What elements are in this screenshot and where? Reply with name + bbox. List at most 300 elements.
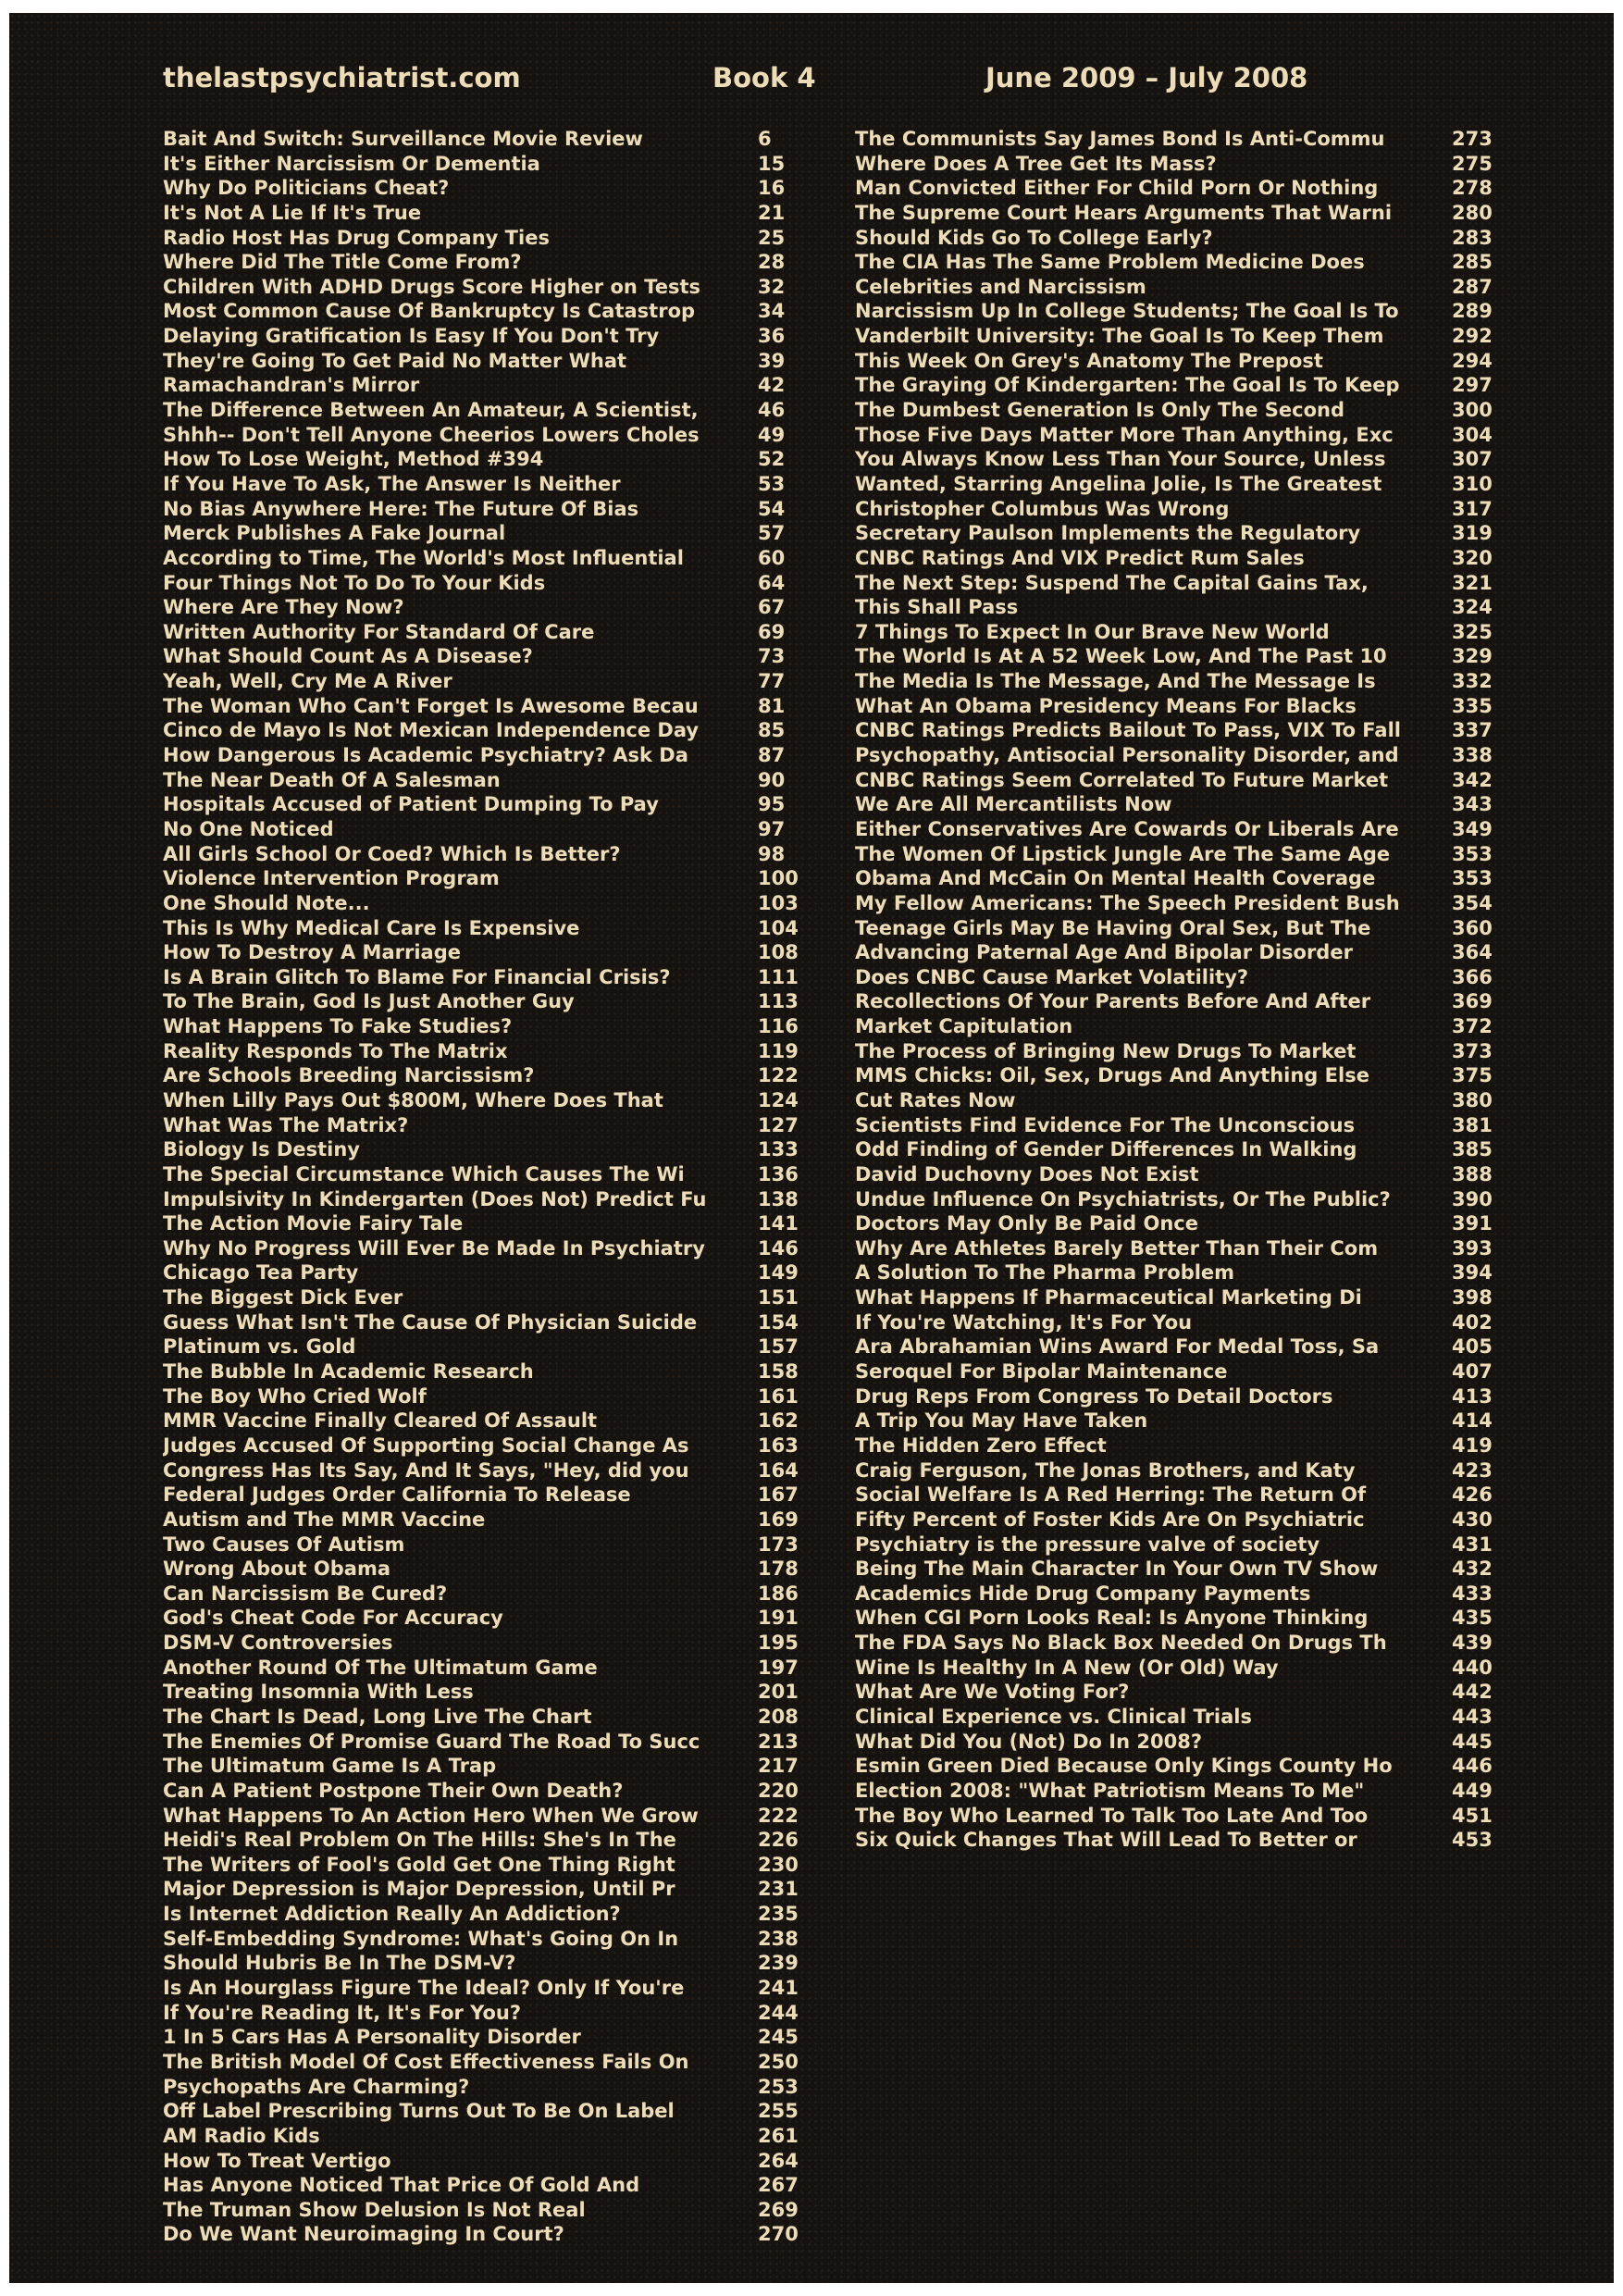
toc-entry[interactable] — [855, 1088, 1501, 1113]
toc-entry[interactable] — [855, 1779, 1501, 1804]
toc-entry[interactable] — [163, 792, 801, 817]
toc-entry[interactable] — [163, 571, 801, 596]
toc-entry-page-number: 163 — [758, 1433, 799, 1457]
toc-entry[interactable] — [163, 1877, 801, 1902]
toc-entry[interactable] — [163, 1285, 801, 1310]
toc-entry-title: Six Quick Changes That Will Lead To Better or — [855, 1829, 1357, 1852]
toc-entry-page-number: 364 — [1452, 941, 1493, 964]
toc-entry-page-number: 146 — [758, 1236, 799, 1260]
toc-entry-title: Can A Patient Postpone Their Own Death? — [163, 1779, 624, 1802]
toc-entry-title: If You're Watching, It's For You — [855, 1310, 1193, 1334]
toc-entry[interactable] — [163, 447, 801, 472]
toc-entry[interactable] — [855, 1187, 1501, 1212]
toc-entry[interactable] — [855, 373, 1501, 398]
toc-entry[interactable] — [855, 1828, 1501, 1853]
toc-entry-page-number: 157 — [758, 1335, 799, 1359]
toc-entry[interactable] — [163, 1063, 801, 1088]
toc-entry[interactable] — [163, 1014, 801, 1039]
toc-entry[interactable] — [855, 1606, 1501, 1631]
toc-entry[interactable] — [855, 1063, 1501, 1088]
toc-entry-page-number: 304 — [1452, 423, 1493, 446]
toc-entry[interactable] — [855, 866, 1501, 891]
toc-entry-title: The Truman Show Delusion Is Not Real — [163, 2198, 586, 2221]
toc-entry[interactable] — [163, 891, 801, 916]
toc-entry[interactable] — [163, 768, 801, 793]
toc-entry[interactable] — [163, 299, 801, 324]
toc-entry[interactable] — [163, 1680, 801, 1705]
toc-entry-title: CNBC Ratings Predicts Bailout To Pass, VIX To Fall — [855, 719, 1401, 742]
toc-entry-title: Written Authority For Standard Of Care — [163, 620, 595, 643]
toc-entry[interactable] — [855, 743, 1501, 768]
toc-entry-page-number: 324 — [1452, 596, 1493, 619]
toc-entry-page-number: 321 — [1452, 571, 1493, 594]
toc-entry[interactable] — [163, 965, 801, 990]
toc-entry-title: You Always Know Less Than Your Source, Unless — [855, 448, 1386, 471]
toc-entry-title: Heidi's Real Problem On The Hills: She's In The — [163, 1829, 676, 1852]
toc-entry[interactable] — [855, 472, 1501, 497]
toc-entry-title: CNBC Ratings Seem Correlated To Future Market — [855, 768, 1389, 791]
toc-entry-page-number: 329 — [1452, 645, 1493, 668]
toc-entry-title: If You're Reading It, It's For You? — [163, 2001, 522, 2024]
toc-entry-title: Wine Is Healthy In A New (Or Old) Way — [855, 1656, 1279, 1679]
toc-entry[interactable] — [855, 1014, 1501, 1039]
toc-entry[interactable] — [163, 1705, 801, 1730]
toc-entry[interactable] — [163, 620, 801, 645]
toc-entry[interactable] — [855, 1384, 1501, 1409]
toc-entry[interactable] — [855, 718, 1501, 743]
toc-entry-page-number: 136 — [758, 1162, 799, 1185]
toc-entry[interactable] — [163, 373, 801, 398]
toc-entry-title: Guess What Isn't The Cause Of Physician Suicide — [163, 1310, 698, 1334]
toc-entry[interactable] — [163, 1137, 801, 1162]
toc-entry[interactable] — [855, 989, 1501, 1014]
toc-entry[interactable] — [855, 940, 1501, 965]
toc-entry[interactable] — [163, 595, 801, 620]
toc-entry-title: The Dumbest Generation Is Only The Second — [855, 399, 1345, 422]
toc-entry[interactable] — [855, 127, 1501, 152]
toc-entry[interactable] — [163, 2198, 801, 2223]
toc-entry-page-number: 453 — [1452, 1829, 1493, 1852]
toc-entry-page-number: 197 — [758, 1656, 799, 1679]
toc-entry-page-number: 231 — [758, 1878, 799, 1901]
toc-entry[interactable] — [163, 1606, 801, 1631]
toc-entry[interactable] — [855, 201, 1501, 226]
toc-entry-title: A Solution To The Pharma Problem — [855, 1261, 1235, 1285]
toc-entry[interactable] — [855, 1582, 1501, 1607]
toc-entry[interactable] — [163, 1039, 801, 1064]
toc-entry[interactable] — [163, 521, 801, 546]
toc-entry-title: Violence Intervention Program — [163, 867, 500, 890]
toc-entry[interactable] — [855, 1137, 1501, 1162]
toc-entry-title: Bait And Switch: Surveillance Movie Review — [163, 128, 643, 150]
toc-entry[interactable] — [163, 201, 801, 226]
toc-entry[interactable] — [163, 2173, 801, 2198]
toc-entry[interactable] — [855, 1260, 1501, 1285]
toc-entry-title: DSM-V Controversies — [163, 1632, 393, 1655]
toc-entry-page-number: 25 — [758, 226, 786, 249]
toc-entry-page-number: 443 — [1452, 1706, 1493, 1728]
toc-entry[interactable] — [163, 2001, 801, 2026]
toc-entry-page-number: 245 — [758, 2026, 799, 2049]
toc-entry-page-number: 393 — [1452, 1236, 1493, 1260]
toc-entry-title: Is Internet Addiction Really An Addiction? — [163, 1903, 621, 1926]
toc-entry-title: When CGI Porn Looks Real: Is Anyone Thinking — [855, 1607, 1369, 1630]
toc-entry[interactable] — [163, 718, 801, 743]
toc-entry[interactable] — [855, 1631, 1501, 1656]
toc-entry[interactable] — [163, 989, 801, 1014]
toc-entry-page-number: 440 — [1452, 1656, 1493, 1679]
toc-entry[interactable] — [163, 250, 801, 275]
toc-entry-title: The Boy Who Learned To Talk Too Late And Too — [855, 1804, 1369, 1827]
toc-entry[interactable] — [163, 2222, 801, 2247]
toc-entry[interactable] — [163, 866, 801, 891]
toc-entry-title: The CIA Has The Same Problem Medicine Does — [855, 251, 1365, 274]
toc-entry-title: Esmin Green Died Because Only Kings County Ho — [855, 1755, 1393, 1778]
toc-entry[interactable] — [855, 1359, 1501, 1384]
toc-entry-page-number: 95 — [758, 793, 786, 816]
toc-entry-title: The Difference Between An Amateur, A Scientist, — [163, 399, 699, 422]
toc-entry-title: CNBC Ratings And VIX Predict Rum Sales — [855, 546, 1305, 569]
toc-entry-title: Psychopathy, Antisocial Personality Disorder, and — [855, 744, 1399, 767]
toc-column-left — [163, 127, 801, 2247]
toc-entry[interactable] — [163, 916, 801, 941]
toc-entry[interactable] — [163, 324, 801, 349]
toc-entry[interactable] — [163, 546, 801, 571]
toc-entry[interactable] — [855, 1656, 1501, 1681]
toc-entry-title: What Happens To An Action Hero When We Grow — [163, 1804, 699, 1827]
toc-entry-page-number: 230 — [758, 1853, 799, 1876]
toc-entry-page-number: 213 — [758, 1730, 799, 1753]
toc-entry[interactable] — [163, 1902, 801, 1927]
toc-entry[interactable] — [163, 1113, 801, 1138]
toc-entry[interactable] — [855, 1730, 1501, 1755]
toc-entry[interactable] — [163, 1260, 801, 1285]
toc-entry[interactable] — [163, 817, 801, 842]
toc-entry[interactable] — [855, 1508, 1501, 1533]
toc-entry-page-number: 186 — [758, 1582, 799, 1605]
toc-entry[interactable] — [855, 1804, 1501, 1829]
toc-entry-page-number: 46 — [758, 399, 786, 422]
toc-entry[interactable] — [163, 842, 801, 867]
toc-entry[interactable] — [163, 694, 801, 719]
toc-entry[interactable] — [163, 1804, 801, 1829]
toc-entry-title: The Special Circumstance Which Causes The Wi — [163, 1162, 685, 1185]
toc-entry[interactable] — [855, 916, 1501, 941]
toc-entry[interactable] — [163, 1582, 801, 1607]
toc-entry[interactable] — [163, 1951, 801, 1976]
toc-entry-title: Can Narcissism Be Cured? — [163, 1582, 448, 1605]
toc-entry-title: Academics Hide Drug Company Payments — [855, 1582, 1311, 1605]
toc-entry[interactable] — [855, 1483, 1501, 1508]
toc-entry[interactable] — [163, 1236, 801, 1261]
toc-entry-page-number: 255 — [758, 2100, 799, 2123]
toc-entry-page-number: 449 — [1452, 1779, 1493, 1802]
toc-entry-page-number: 332 — [1452, 670, 1493, 693]
toc-entry[interactable] — [855, 447, 1501, 472]
toc-entry[interactable] — [855, 546, 1501, 571]
toc-entry-page-number: 235 — [758, 1903, 799, 1926]
toc-entry-page-number: 42 — [758, 374, 786, 397]
toc-entry[interactable] — [163, 472, 801, 497]
toc-entry[interactable] — [855, 620, 1501, 645]
toc-entry-title: What Happens To Fake Studies? — [163, 1015, 513, 1038]
toc-entry-page-number: 261 — [758, 2124, 799, 2147]
toc-entry[interactable] — [163, 1976, 801, 2001]
toc-entry[interactable] — [163, 152, 801, 177]
toc-entry[interactable] — [855, 891, 1501, 916]
toc-entry-page-number: 310 — [1452, 472, 1493, 495]
toc-entry-page-number: 297 — [1452, 374, 1493, 397]
toc-entry-title: Seroquel For Bipolar Maintenance — [855, 1360, 1228, 1384]
toc-entry[interactable] — [855, 1310, 1501, 1335]
toc-entry-page-number: 398 — [1452, 1286, 1493, 1309]
toc-entry[interactable] — [855, 324, 1501, 349]
toc-entry[interactable] — [855, 792, 1501, 817]
toc-entry-page-number: 353 — [1452, 842, 1493, 865]
toc-entry-page-number: 317 — [1452, 497, 1493, 520]
toc-entry-page-number: 244 — [758, 2001, 799, 2024]
toc-entry[interactable] — [163, 1187, 801, 1212]
toc-entry-title: Ramachandran's Mirror — [163, 374, 420, 397]
toc-entry[interactable] — [163, 743, 801, 768]
toc-entry[interactable] — [855, 1236, 1501, 1261]
toc-entry[interactable] — [855, 1557, 1501, 1582]
toc-entry[interactable] — [855, 595, 1501, 620]
toc-entry[interactable] — [855, 842, 1501, 867]
toc-entry-title: Secretary Paulson Implements the Regulatory — [855, 522, 1361, 545]
toc-entry[interactable] — [163, 1088, 801, 1113]
toc-entry-page-number: 127 — [758, 1113, 799, 1136]
toc-entry-title: Two Causes Of Autism — [163, 1533, 405, 1556]
toc-entry[interactable] — [855, 669, 1501, 694]
toc-entry-title: The Women Of Lipstick Jungle Are The Same Age — [855, 842, 1391, 865]
toc-entry-title: Merck Publishes A Fake Journal — [163, 522, 506, 545]
toc-entry-page-number: 280 — [1452, 201, 1493, 224]
toc-entry[interactable] — [855, 694, 1501, 719]
toc-entry[interactable] — [855, 1211, 1501, 1236]
toc-entry-page-number: 178 — [758, 1558, 799, 1581]
toc-entry[interactable] — [855, 1533, 1501, 1558]
toc-entry-title: Biology Is Destiny — [163, 1138, 360, 1161]
toc-entry-title: Why Are Athletes Barely Better Than Their Com — [855, 1236, 1379, 1260]
toc-entry[interactable] — [163, 2124, 801, 2149]
toc-entry-title: The Enemies Of Promise Guard The Road To Succ — [163, 1730, 700, 1753]
toc-entry[interactable] — [855, 1113, 1501, 1138]
toc-entry[interactable] — [163, 1211, 801, 1236]
toc-entry[interactable] — [163, 275, 801, 300]
toc-entry-page-number: 385 — [1452, 1138, 1493, 1161]
toc-entry[interactable] — [855, 1458, 1501, 1483]
toc-entry[interactable] — [163, 1508, 801, 1533]
toc-entry-page-number: 349 — [1452, 817, 1493, 840]
toc-entry[interactable] — [163, 1557, 801, 1582]
toc-entry[interactable] — [163, 1779, 801, 1804]
toc-entry[interactable] — [163, 1334, 801, 1359]
toc-entry[interactable] — [855, 1409, 1501, 1433]
toc-entry-page-number: 294 — [1452, 349, 1493, 372]
toc-entry-page-number: 335 — [1452, 694, 1493, 717]
toc-entry-title: How Dangerous Is Academic Psychiatry? Ask Da — [163, 744, 688, 767]
toc-entry-page-number: 73 — [758, 645, 786, 668]
toc-entry-title: Celebrities and Narcissism — [855, 275, 1146, 298]
toc-entry[interactable] — [163, 423, 801, 448]
toc-entry[interactable] — [855, 349, 1501, 374]
toc-entry-page-number: 97 — [758, 817, 786, 840]
toc-entry-page-number: 372 — [1452, 1015, 1493, 1038]
toc-entry-title: The Next Step: Suspend The Capital Gains Tax, — [855, 571, 1369, 594]
toc-entry[interactable] — [855, 1285, 1501, 1310]
toc-entry[interactable] — [163, 398, 801, 423]
toc-entry-page-number: 435 — [1452, 1607, 1493, 1630]
toc-entry[interactable] — [855, 1433, 1501, 1458]
toc-entry-title: 7 Things To Expect In Our Brave New World — [855, 620, 1330, 643]
toc-entry[interactable] — [163, 2149, 801, 2174]
toc-entry-page-number: 6 — [758, 128, 772, 150]
toc-entry[interactable] — [163, 1533, 801, 1558]
toc-entry-page-number: 445 — [1452, 1730, 1493, 1753]
toc-entry-page-number: 100 — [758, 867, 799, 890]
toc-entry-title: According to Time, The World's Most Influential — [163, 546, 684, 569]
toc-entry-page-number: 353 — [1452, 867, 1493, 890]
toc-entry-title: Off Label Prescribing Turns Out To Be On Label — [163, 2100, 675, 2123]
toc-entry-page-number: 320 — [1452, 546, 1493, 569]
toc-entry-page-number: 431 — [1452, 1533, 1493, 1556]
toc-entry[interactable] — [855, 275, 1501, 300]
toc-entry-title: One Should Note... — [163, 891, 370, 914]
toc-entry-title: The Writers of Fool's Gold Get One Thing Right — [163, 1853, 675, 1876]
toc-entry[interactable] — [163, 1853, 801, 1878]
toc-entry[interactable] — [855, 226, 1501, 251]
toc-entry[interactable] — [163, 644, 801, 669]
toc-entry[interactable] — [163, 1754, 801, 1779]
toc-entry-page-number: 226 — [758, 1829, 799, 1852]
toc-entry-title: When Lilly Pays Out $800M, Where Does That — [163, 1088, 663, 1111]
toc-entry[interactable] — [163, 1730, 801, 1755]
toc-entry-page-number: 67 — [758, 596, 786, 619]
toc-entry[interactable] — [855, 423, 1501, 448]
toc-entry-page-number: 426 — [1452, 1483, 1493, 1507]
toc-entry-page-number: 402 — [1452, 1310, 1493, 1334]
toc-entry[interactable] — [163, 2075, 801, 2100]
toc-entry[interactable] — [855, 521, 1501, 546]
toc-entry-page-number: 292 — [1452, 325, 1493, 348]
toc-entry-page-number: 122 — [758, 1064, 799, 1087]
toc-entry-page-number: 15 — [758, 152, 786, 175]
toc-entry-title: The British Model Of Cost Effectiveness Fails On — [163, 2050, 689, 2073]
toc-entry[interactable] — [855, 398, 1501, 423]
toc-entry[interactable] — [855, 1680, 1501, 1705]
toc-entry-page-number: 388 — [1452, 1162, 1493, 1185]
toc-entry[interactable] — [163, 2050, 801, 2075]
toc-entry[interactable] — [163, 1162, 801, 1187]
toc-entry-title: Why Do Politicians Cheat? — [163, 177, 450, 200]
toc-entry-title: How To Treat Vertigo — [163, 2149, 391, 2172]
toc-entry[interactable] — [163, 669, 801, 694]
toc-entry[interactable] — [163, 1310, 801, 1335]
toc-entry-page-number: 21 — [758, 201, 786, 224]
toc-entry-page-number: 52 — [758, 448, 786, 471]
toc-entry-title: Yeah, Well, Cry Me A River — [163, 670, 452, 693]
toc-entry-title: What Are We Voting For? — [855, 1681, 1130, 1704]
toc-entry[interactable] — [163, 1656, 801, 1681]
toc-entry-title: Social Welfare Is A Red Herring: The Return Of — [855, 1483, 1367, 1507]
toc-entry-title: Man Convicted Either For Child Porn Or Nothing — [855, 177, 1379, 200]
toc-entry[interactable] — [163, 2025, 801, 2050]
toc-entry[interactable] — [855, 817, 1501, 842]
toc-entry[interactable] — [163, 940, 801, 965]
toc-entry[interactable] — [163, 1927, 801, 1952]
toc-entry[interactable] — [855, 644, 1501, 669]
toc-entry[interactable] — [163, 176, 801, 201]
toc-entry-title: Psychopaths Are Charming? — [163, 2075, 470, 2098]
toc-entry-page-number: 195 — [758, 1632, 799, 1655]
toc-entry-title: Self-Embedding Syndrome: What's Going On In — [163, 1927, 679, 1950]
toc-entry[interactable] — [163, 2099, 801, 2124]
toc-entry[interactable] — [163, 1409, 801, 1433]
toc-entry-title: Reality Responds To The Matrix — [163, 1039, 508, 1062]
toc-entry-page-number: 433 — [1452, 1582, 1493, 1605]
toc-entry[interactable] — [163, 349, 801, 374]
toc-entry-title: MMR Vaccine Finally Cleared Of Assault — [163, 1409, 598, 1433]
toc-entry-page-number: 138 — [758, 1187, 799, 1210]
toc-entry[interactable] — [855, 1754, 1501, 1779]
toc-entry-title: Major Depression is Major Depression, Until Pr — [163, 1878, 675, 1901]
toc-entry-page-number: 201 — [758, 1681, 799, 1704]
toc-entry-title: The FDA Says No Black Box Needed On Drugs Th — [855, 1632, 1387, 1655]
toc-entry[interactable] — [163, 1458, 801, 1483]
toc-entry-title: Four Things Not To Do To Your Kids — [163, 571, 546, 594]
toc-entry-title: Most Common Cause Of Bankruptcy Is Catastrop — [163, 300, 696, 323]
toc-entry[interactable] — [163, 1433, 801, 1458]
toc-entry[interactable] — [163, 1359, 801, 1384]
toc-entry-page-number: 169 — [758, 1508, 799, 1531]
toc-entry-title: Undue Influence On Psychiatrists, Or The Public? — [855, 1187, 1391, 1210]
toc-entry-title: Has Anyone Noticed That Price Of Gold And — [163, 2174, 640, 2197]
toc-entry[interactable] — [855, 176, 1501, 201]
toc-entry[interactable] — [855, 571, 1501, 596]
toc-entry-page-number: 423 — [1452, 1458, 1493, 1482]
toc-entry[interactable] — [855, 768, 1501, 793]
toc-entry-title: Odd Finding of Gender Differences In Walking — [855, 1138, 1357, 1161]
toc-entry-page-number: 133 — [758, 1138, 799, 1161]
toc-entry[interactable] — [163, 1483, 801, 1508]
toc-entry[interactable] — [163, 497, 801, 522]
toc-entry[interactable] — [163, 127, 801, 152]
toc-entry-title: Fifty Percent of Foster Kids Are On Psychiatric — [855, 1508, 1365, 1531]
toc-entry-page-number: 375 — [1452, 1064, 1493, 1087]
toc-entry[interactable] — [855, 1334, 1501, 1359]
toc-entry[interactable] — [855, 1705, 1501, 1730]
toc-entry[interactable] — [855, 1162, 1501, 1187]
toc-entry-page-number: 141 — [758, 1212, 799, 1235]
toc-entry[interactable] — [855, 250, 1501, 275]
toc-entry-page-number: 269 — [758, 2198, 799, 2221]
toc-entry[interactable] — [855, 1039, 1501, 1064]
toc-entry-page-number: 64 — [758, 571, 786, 594]
toc-entry-title: Does CNBC Cause Market Volatility? — [855, 965, 1249, 988]
toc-entry-title: Impulsivity In Kindergarten (Does Not) Predict Fu — [163, 1187, 707, 1210]
toc-entry[interactable] — [163, 1384, 801, 1409]
toc-entry[interactable] — [855, 965, 1501, 990]
toc-entry[interactable] — [163, 1631, 801, 1656]
toc-entry[interactable] — [855, 299, 1501, 324]
toc-entry[interactable] — [855, 497, 1501, 522]
toc-entry-page-number: 77 — [758, 670, 786, 693]
toc-entry[interactable] — [163, 1828, 801, 1853]
toc-entry[interactable] — [163, 226, 801, 251]
toc-entry-title: The Biggest Dick Ever — [163, 1286, 403, 1309]
toc-entry[interactable] — [855, 152, 1501, 177]
